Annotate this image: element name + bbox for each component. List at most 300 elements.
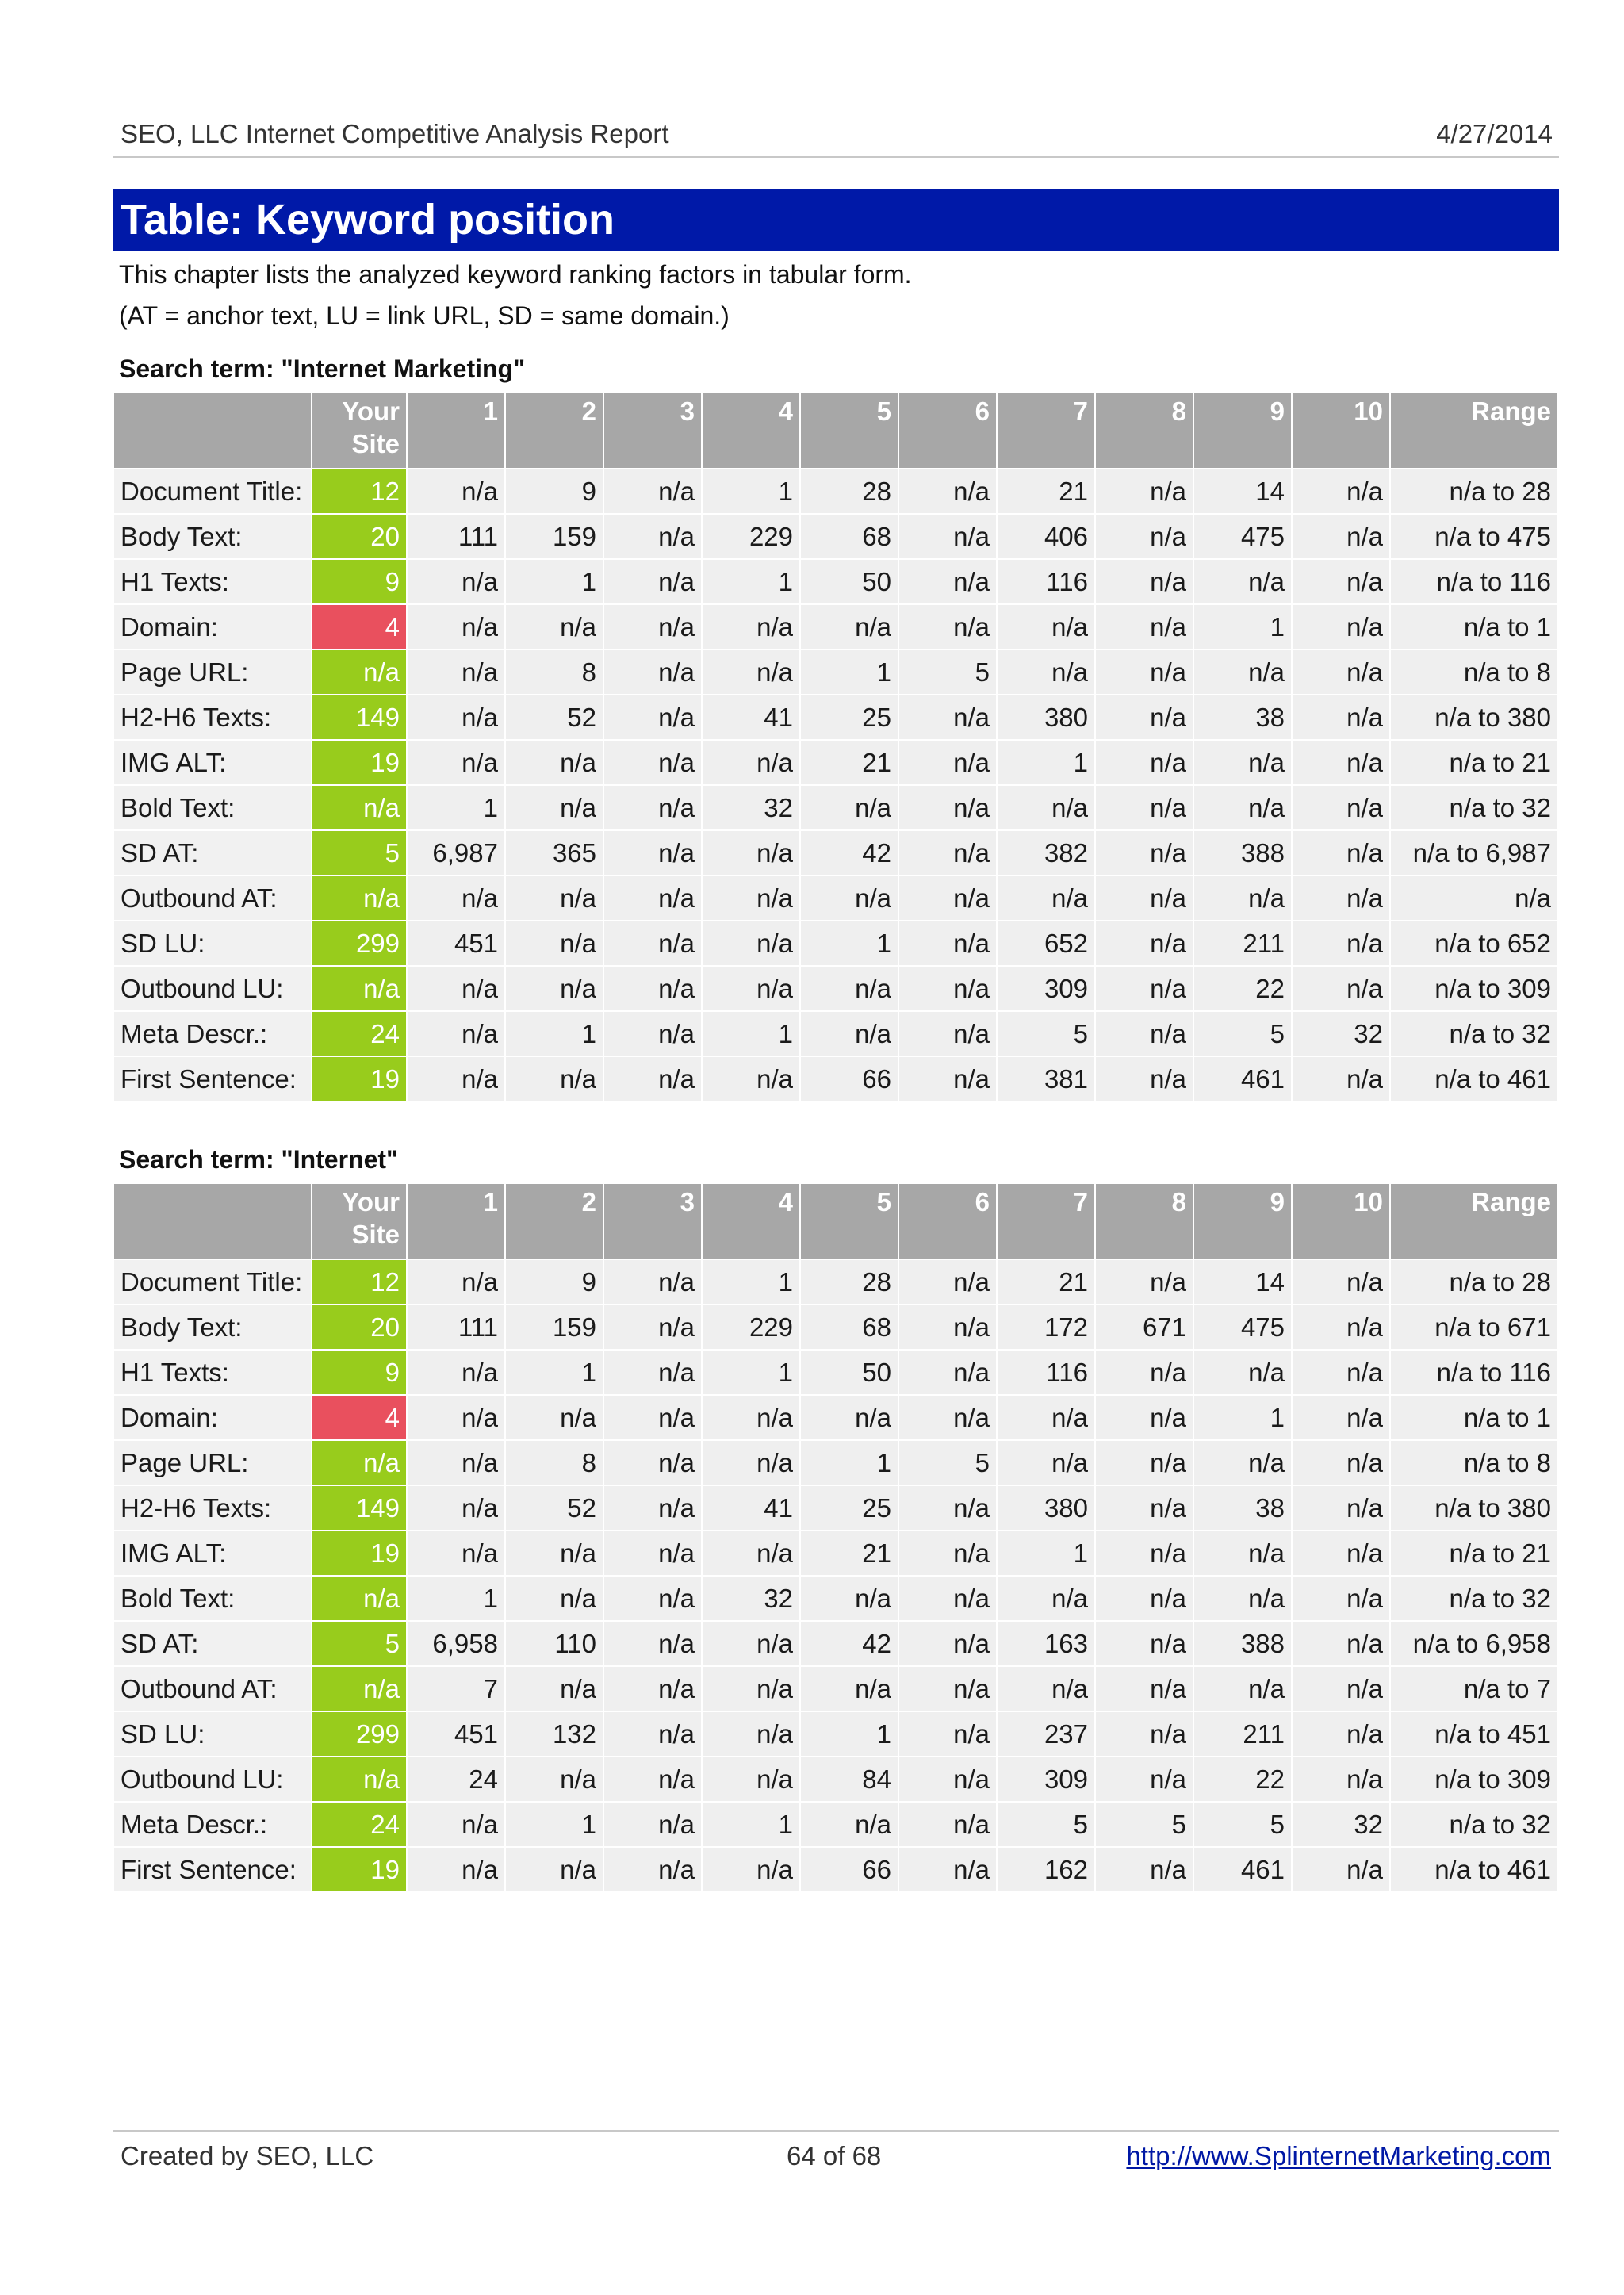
competitor-cell: 1 [703,560,799,603]
competitor-cell: 211 [1194,921,1291,965]
competitor-cell: n/a [703,1057,799,1101]
competitor-cell: n/a [899,469,996,513]
competitor-cell: 50 [801,560,898,603]
competitor-cell: 1 [998,741,1094,784]
competitor-cell: n/a [1293,605,1389,649]
competitor-cell: n/a [408,1531,504,1575]
competitor-cell: n/a [604,786,701,829]
your-site-value: 19 [312,1057,406,1101]
competitor-cell: 1 [801,921,898,965]
competitor-cell: n/a [604,605,701,649]
competitor-cell: 309 [998,967,1094,1010]
your-site-value: 149 [312,695,406,739]
table-row [114,1305,1557,1349]
table-row [114,650,1557,694]
table-row [114,560,1557,603]
competitor-cell: n/a [604,1531,701,1575]
competitor-cell: n/a [1096,515,1193,558]
table-header-row [114,1184,1557,1259]
competitor-cell: 111 [408,515,504,558]
competitor-cell: 25 [801,1486,898,1530]
competitor-cell: 22 [1194,967,1291,1010]
competitor-cell: n/a [1096,1057,1193,1101]
competitor-cell: n/a [1293,560,1389,603]
your-site-value: 19 [312,1848,406,1891]
row-label: Page URL: [114,650,311,694]
competitor-cell: n/a [899,1848,996,1891]
column-header: 1 [408,1184,504,1259]
competitor-cell: 365 [506,831,603,875]
competitor-cell: n/a [1096,1577,1193,1620]
your-site-value: n/a [312,1577,406,1620]
competitor-cell: 382 [998,831,1094,875]
competitor-cell: 5 [899,1441,996,1485]
competitor-cell: n/a [408,1260,504,1304]
competitor-cell: 111 [408,1305,504,1349]
your-site-value: 19 [312,1531,406,1575]
your-site-value: n/a [312,1667,406,1711]
competitor-cell: n/a [703,831,799,875]
footer-page-number: 64 of 68 [787,2141,882,2170]
range-cell: n/a to 7 [1391,1667,1557,1711]
column-header: 3 [604,393,701,468]
competitor-cell: n/a [408,1351,504,1394]
competitor-cell: n/a [604,1848,701,1891]
competitor-cell: n/a [801,876,898,920]
range-cell: n/a to 8 [1391,1441,1557,1485]
your-site-value: 20 [312,515,406,558]
range-cell: n/a to 6,958 [1391,1622,1557,1665]
competitor-cell: n/a [899,876,996,920]
competitor-cell: n/a [604,1441,701,1485]
your-site-value: 4 [312,1396,406,1439]
competitor-cell: 68 [801,515,898,558]
table-row [114,469,1557,513]
table-row [114,1667,1557,1711]
competitor-cell: n/a [899,1260,996,1304]
your-site-value: 24 [312,1012,406,1056]
competitor-cell: 461 [1194,1057,1291,1101]
competitor-cell: n/a [703,1848,799,1891]
competitor-cell: n/a [899,831,996,875]
range-cell: n/a to 6,987 [1391,831,1557,875]
table-row [114,695,1557,739]
competitor-cell: 237 [998,1712,1094,1756]
competitor-cell: 110 [506,1622,603,1665]
competitor-cell: 14 [1194,1260,1291,1304]
competitor-cell: 309 [998,1757,1094,1801]
row-label: IMG ALT: [114,1531,311,1575]
report-title: SEO, LLC Internet Competitive Analysis Report [121,119,669,148]
competitor-cell: n/a [703,1441,799,1485]
column-header: 6 [899,1184,996,1259]
table-row [114,1396,1557,1439]
range-cell: n/a to 309 [1391,967,1557,1010]
competitor-cell: n/a [899,1712,996,1756]
competitor-cell: n/a [998,650,1094,694]
row-label: SD AT: [114,831,311,875]
competitor-cell: 159 [506,1305,603,1349]
competitor-cell: n/a [408,1803,504,1846]
competitor-cell: n/a [1293,1351,1389,1394]
row-label: SD AT: [114,1622,311,1665]
range-cell: n/a to 451 [1391,1712,1557,1756]
footer-divider [113,2130,1559,2132]
competitor-cell: n/a [899,1305,996,1349]
competitor-cell: n/a [703,1531,799,1575]
table-row [114,515,1557,558]
competitor-cell: n/a [604,1622,701,1665]
table-header-row [114,393,1557,468]
competitor-cell: n/a [899,1577,996,1620]
competitor-cell: n/a [1096,786,1193,829]
row-label: Page URL: [114,1441,311,1485]
your-site-value: 5 [312,1622,406,1665]
competitor-cell: n/a [1096,1396,1193,1439]
competitor-cell: n/a [899,1757,996,1801]
competitor-cell: n/a [1096,1531,1193,1575]
competitor-cell: n/a [506,876,603,920]
competitor-cell: 388 [1194,831,1291,875]
competitor-cell: n/a [998,1396,1094,1439]
competitor-cell: 1 [703,1803,799,1846]
competitor-cell: 116 [998,560,1094,603]
your-site-value: n/a [312,786,406,829]
competitor-cell: n/a [506,1848,603,1891]
your-site-value: 12 [312,1260,406,1304]
competitor-cell: n/a [506,967,603,1010]
row-label: Body Text: [114,515,311,558]
competitor-cell: 5 [998,1012,1094,1056]
competitor-cell: n/a [1096,1486,1193,1530]
row-label: Bold Text: [114,786,311,829]
competitor-cell: 461 [1194,1848,1291,1891]
your-site-value: 149 [312,1486,406,1530]
your-site-value: 24 [312,1803,406,1846]
row-label: Bold Text: [114,1577,311,1620]
competitor-cell: n/a [1293,1441,1389,1485]
competitor-cell: 5 [998,1803,1094,1846]
row-label: Domain: [114,605,311,649]
competitor-cell: n/a [1293,1577,1389,1620]
competitor-cell: n/a [703,605,799,649]
column-header: 8 [1096,393,1193,468]
competitor-cell: n/a [899,1622,996,1665]
column-header: 5 [801,1184,898,1259]
competitor-cell: n/a [604,1351,701,1394]
competitor-cell: n/a [1096,831,1193,875]
competitor-cell: n/a [408,1012,504,1056]
range-cell: n/a to 671 [1391,1305,1557,1349]
range-cell: n/a [1391,876,1557,920]
competitor-cell: n/a [899,1396,996,1439]
competitor-cell: n/a [408,695,504,739]
competitor-cell: n/a [1293,515,1389,558]
competitor-cell: 68 [801,1305,898,1349]
column-header: 1 [408,393,504,468]
range-cell: n/a to 1 [1391,605,1557,649]
competitor-cell: 32 [1293,1803,1389,1846]
competitor-cell: 8 [506,1441,603,1485]
competitor-cell: 21 [998,469,1094,513]
competitor-cell: n/a [1293,831,1389,875]
row-label: Outbound LU: [114,967,311,1010]
competitor-cell: n/a [1096,741,1193,784]
your-site-value: n/a [312,1441,406,1485]
competitor-cell: 42 [801,831,898,875]
competitor-cell: n/a [506,1057,603,1101]
competitor-cell: n/a [703,1667,799,1711]
competitor-cell: n/a [1293,469,1389,513]
competitor-cell: 25 [801,695,898,739]
competitor-cell: n/a [998,1667,1094,1711]
your-site-value: 9 [312,560,406,603]
competitor-cell: n/a [1293,921,1389,965]
competitor-cell: n/a [998,605,1094,649]
competitor-cell: 671 [1096,1305,1193,1349]
competitor-cell: n/a [1293,1531,1389,1575]
competitor-cell: n/a [899,515,996,558]
your-site-value: n/a [312,967,406,1010]
your-site-value: 4 [312,605,406,649]
row-label: Outbound AT: [114,876,311,920]
competitor-cell: n/a [604,1667,701,1711]
competitor-cell: n/a [1293,1667,1389,1711]
competitor-cell: n/a [899,560,996,603]
column-header: Your Site [312,1184,406,1259]
competitor-cell: 1 [1194,1396,1291,1439]
competitor-cell: n/a [1194,650,1291,694]
competitor-cell: 172 [998,1305,1094,1349]
competitor-cell: 1 [801,650,898,694]
competitor-cell: 42 [801,1622,898,1665]
competitor-cell: 6,987 [408,831,504,875]
competitor-cell: n/a [899,1803,996,1846]
table-row [114,1848,1557,1891]
competitor-cell: 9 [506,1260,603,1304]
row-label: Body Text: [114,1305,311,1349]
competitor-cell: n/a [1293,786,1389,829]
competitor-cell: n/a [604,1260,701,1304]
header-divider [113,156,1559,158]
competitor-cell: n/a [604,1012,701,1056]
competitor-cell: 41 [703,1486,799,1530]
competitor-cell: 1 [703,1351,799,1394]
row-label: IMG ALT: [114,741,311,784]
competitor-cell: n/a [998,1577,1094,1620]
range-cell: n/a to 32 [1391,786,1557,829]
competitor-cell: 28 [801,1260,898,1304]
competitor-cell: 229 [703,1305,799,1349]
competitor-cell: 5 [899,650,996,694]
competitor-cell: n/a [1293,967,1389,1010]
competitor-cell: n/a [703,1757,799,1801]
competitor-cell: n/a [899,1351,996,1394]
competitor-cell: n/a [604,1486,701,1530]
competitor-cell: n/a [604,1577,701,1620]
search-term-heading-1: Search term: "Internet Marketing" [119,354,526,383]
competitor-cell: 1 [1194,605,1291,649]
competitor-cell: 451 [408,1712,504,1756]
competitor-cell: 1 [506,1351,603,1394]
competitor-cell: 406 [998,515,1094,558]
competitor-cell: n/a [1293,1260,1389,1304]
competitor-cell: n/a [1293,1757,1389,1801]
column-header: 7 [998,393,1094,468]
competitor-cell: n/a [998,876,1094,920]
competitor-cell: n/a [1096,1622,1193,1665]
competitor-cell: n/a [1293,1305,1389,1349]
competitor-cell: n/a [899,605,996,649]
row-label: Meta Descr.: [114,1803,311,1846]
your-site-value: n/a [312,876,406,920]
competitor-cell: n/a [1096,469,1193,513]
competitor-cell: n/a [801,1396,898,1439]
competitor-cell: n/a [801,1667,898,1711]
range-cell: n/a to 461 [1391,1848,1557,1891]
table-row [114,1012,1557,1056]
column-header: 8 [1096,1184,1193,1259]
competitor-cell: n/a [1194,1577,1291,1620]
competitor-cell: n/a [703,1712,799,1756]
header-cell-blank [114,393,311,468]
column-header: Range [1391,393,1557,468]
range-cell: n/a to 1 [1391,1396,1557,1439]
competitor-cell: 41 [703,695,799,739]
competitor-cell: n/a [899,1057,996,1101]
competitor-cell: n/a [899,967,996,1010]
competitor-cell: n/a [506,1396,603,1439]
competitor-cell: 28 [801,469,898,513]
range-cell: n/a to 652 [1391,921,1557,965]
range-cell: n/a to 116 [1391,560,1557,603]
competitor-cell: n/a [408,1396,504,1439]
keyword-position-table-1 [113,392,1559,1102]
row-label: First Sentence: [114,1848,311,1891]
competitor-cell: n/a [408,605,504,649]
competitor-cell: n/a [506,605,603,649]
competitor-cell: n/a [506,786,603,829]
competitor-cell: n/a [1096,1351,1193,1394]
competitor-cell: 52 [506,695,603,739]
competitor-cell: n/a [1194,1531,1291,1575]
table-row [114,876,1557,920]
competitor-cell: 5 [1096,1803,1193,1846]
competitor-cell: n/a [703,876,799,920]
row-label: Document Title: [114,1260,311,1304]
competitor-cell: n/a [604,876,701,920]
competitor-cell: n/a [604,650,701,694]
page-header [121,119,1553,151]
competitor-cell: n/a [1293,741,1389,784]
table-row [114,1351,1557,1394]
table-row [114,831,1557,875]
competitor-cell: n/a [408,741,504,784]
competitor-cell: n/a [1293,695,1389,739]
competitor-cell: n/a [604,469,701,513]
column-header: 10 [1293,1184,1389,1259]
competitor-cell: n/a [1293,1057,1389,1101]
competitor-cell: 132 [506,1712,603,1756]
competitor-cell: 163 [998,1622,1094,1665]
column-header: Your Site [312,393,406,468]
competitor-cell: n/a [1096,1441,1193,1485]
competitor-cell: n/a [604,921,701,965]
competitor-cell: 8 [506,650,603,694]
your-site-value: n/a [312,1757,406,1801]
competitor-cell: n/a [604,560,701,603]
range-cell: n/a to 21 [1391,741,1557,784]
competitor-cell: n/a [1194,560,1291,603]
your-site-value: 9 [312,1351,406,1394]
competitor-cell: n/a [604,515,701,558]
competitor-cell: n/a [899,786,996,829]
competitor-cell: n/a [408,1486,504,1530]
competitor-cell: n/a [1293,1622,1389,1665]
competitor-cell: 66 [801,1057,898,1101]
row-label: H1 Texts: [114,560,311,603]
table-row [114,1712,1557,1756]
competitor-cell: n/a [1096,1667,1193,1711]
range-cell: n/a to 309 [1391,1757,1557,1801]
report-date: 4/27/2014 [1436,119,1553,148]
competitor-cell: 5 [1194,1803,1291,1846]
your-site-value: n/a [312,650,406,694]
competitor-cell: n/a [899,1667,996,1711]
row-label: Outbound LU: [114,1757,311,1801]
row-label: H1 Texts: [114,1351,311,1394]
competitor-cell: n/a [1293,1486,1389,1530]
competitor-cell: 38 [1194,695,1291,739]
your-site-value: 12 [312,469,406,513]
competitor-cell: n/a [801,967,898,1010]
competitor-cell: n/a [703,650,799,694]
competitor-cell: n/a [506,921,603,965]
row-label: Domain: [114,1396,311,1439]
competitor-cell: 9 [506,469,603,513]
competitor-cell: n/a [899,741,996,784]
competitor-cell: 1 [408,1577,504,1620]
your-site-value: 20 [312,1305,406,1349]
row-label: Outbound AT: [114,1667,311,1711]
range-cell: n/a to 380 [1391,695,1557,739]
header-cell-blank [114,1184,311,1259]
competitor-cell: 32 [1293,1012,1389,1056]
column-header: 4 [703,393,799,468]
competitor-cell: n/a [1194,1667,1291,1711]
column-header: 5 [801,393,898,468]
table-row [114,786,1557,829]
competitor-cell: n/a [1096,1712,1193,1756]
range-cell: n/a to 21 [1391,1531,1557,1575]
competitor-cell: n/a [506,1577,603,1620]
competitor-cell: 451 [408,921,504,965]
table-row [114,1757,1557,1801]
competitor-cell: 1 [801,1441,898,1485]
keyword-position-table-2 [113,1182,1559,1893]
competitor-cell: 5 [1194,1012,1291,1056]
table-row [114,1531,1557,1575]
competitor-cell: 32 [703,1577,799,1620]
row-label: H2-H6 Texts: [114,695,311,739]
competitor-cell: n/a [604,1712,701,1756]
footer-website-link[interactable]: http://www.SplinternetMarketing.com [1126,2141,1551,2170]
column-header: 4 [703,1184,799,1259]
competitor-cell: 116 [998,1351,1094,1394]
competitor-cell: 38 [1194,1486,1291,1530]
footer-created-by: Created by SEO, LLC [121,2141,374,2170]
competitor-cell: n/a [604,1803,701,1846]
